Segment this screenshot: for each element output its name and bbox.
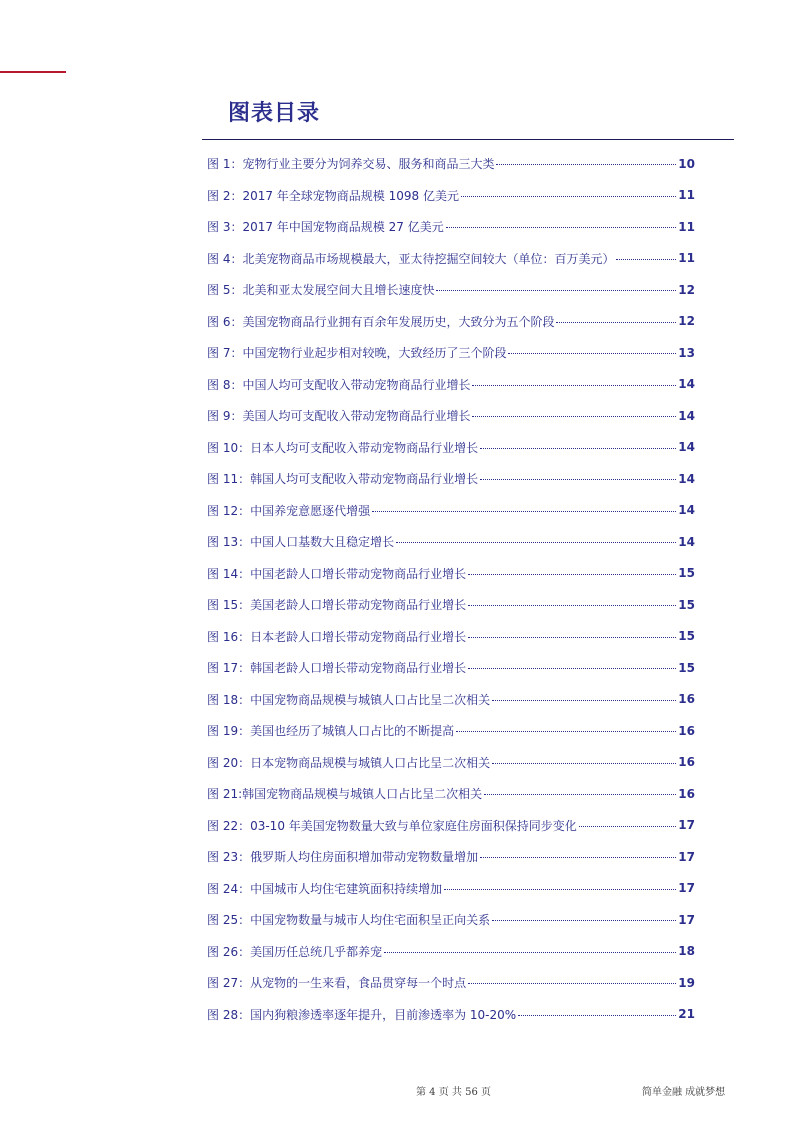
toc-entry-page: 14 (678, 534, 695, 549)
toc-entry-title: 图 12：中国养宠意愿逐代增强 (207, 503, 371, 518)
toc-entry-title: 图 27：从宠物的一生来看，食品贯穿每一个时点 (207, 976, 467, 991)
header-accent-rule (0, 71, 66, 73)
toc-entry-page: 15 (678, 566, 695, 581)
toc-entry[interactable] (207, 936, 695, 968)
toc-entry-title: 图 2：2017 年全球宠物商品规模 1098 亿美元 (207, 188, 459, 203)
dot-leader (492, 763, 676, 764)
toc-entry-title: 图 24：中国城市人均住宅建筑面积持续增加 (207, 881, 443, 896)
toc-entry-page: 15 (678, 629, 695, 644)
toc-entry-title: 图 22：03-10 年美国宠物数量大致与单位家庭住房面积保持同步变化 (207, 818, 577, 833)
dot-leader (518, 1015, 676, 1016)
figure-toc-list (207, 148, 695, 1030)
toc-entry-page: 11 (678, 219, 695, 234)
toc-entry-title: 图 11：韩国人均可支配收入带动宠物商品行业增长 (207, 472, 479, 487)
toc-entry-title: 图 7：中国宠物行业起步相对较晚，大致经历了三个阶段 (207, 346, 507, 361)
dot-leader (616, 259, 676, 260)
toc-entry-page: 14 (678, 440, 695, 455)
toc-entry-title: 图 20：日本宠物商品规模与城镇人口占比呈二次相关 (207, 755, 491, 770)
toc-entry[interactable] (207, 747, 695, 779)
dot-leader (468, 637, 676, 638)
dot-leader (480, 448, 676, 449)
toc-entry-title: 图 16：日本老龄人口增长带动宠物商品行业增长 (207, 629, 467, 644)
toc-entry-title: 图 21:韩国宠物商品规模与城镇人口占比呈二次相关 (207, 787, 483, 802)
toc-entry[interactable] (207, 211, 695, 243)
toc-entry-page: 11 (678, 188, 695, 203)
toc-entry[interactable] (207, 715, 695, 747)
toc-heading: 图表目录 (228, 101, 321, 126)
dot-leader (468, 605, 676, 606)
toc-entry[interactable] (207, 243, 695, 275)
dot-leader (468, 668, 676, 669)
dot-leader (468, 574, 676, 575)
dot-leader (484, 794, 676, 795)
dot-leader (384, 952, 676, 953)
toc-entry-page: 14 (678, 408, 695, 423)
dot-leader (480, 479, 676, 480)
dot-leader (492, 920, 676, 921)
toc-entry[interactable] (207, 873, 695, 905)
toc-entry-page: 11 (678, 251, 695, 266)
toc-entry-title: 图 3：2017 年中国宠物商品规模 27 亿美元 (207, 220, 444, 235)
toc-entry-page: 14 (678, 471, 695, 486)
toc-entry-page: 17 (678, 912, 695, 927)
heading-underline (202, 139, 734, 140)
toc-entry[interactable] (207, 558, 695, 590)
footer-page-number: 第 4 页 共 56 页 (416, 1087, 491, 1098)
toc-entry-page: 17 (678, 849, 695, 864)
toc-entry-page: 14 (678, 503, 695, 518)
dot-leader (468, 983, 676, 984)
dot-leader (372, 511, 676, 512)
toc-entry-title: 图 14：中国老龄人口增长带动宠物商品行业增长 (207, 566, 467, 581)
dot-leader (456, 731, 676, 732)
toc-entry-title: 图 17：韩国老龄人口增长带动宠物商品行业增长 (207, 661, 467, 676)
toc-entry[interactable] (207, 148, 695, 180)
toc-entry-page: 19 (678, 975, 695, 990)
toc-entry-title: 图 5：北美和亚太发展空间大且增长速度快 (207, 283, 435, 298)
dot-leader (472, 385, 676, 386)
toc-entry-page: 16 (678, 692, 695, 707)
dot-leader (446, 227, 677, 228)
toc-entry[interactable] (207, 904, 695, 936)
toc-entry[interactable] (207, 400, 695, 432)
toc-entry-page: 15 (678, 597, 695, 612)
toc-entry-title: 图 6：美国宠物商品行业拥有百余年发展历史，大致分为五个阶段 (207, 314, 555, 329)
toc-entry[interactable] (207, 526, 695, 558)
toc-entry[interactable] (207, 621, 695, 653)
toc-entry-title: 图 10：日本人均可支配收入带动宠物商品行业增长 (207, 440, 479, 455)
toc-entry-title: 图 1：宠物行业主要分为饲养交易、服务和商品三大类 (207, 157, 495, 172)
toc-entry-page: 18 (678, 944, 695, 959)
toc-entry[interactable] (207, 180, 695, 212)
toc-entry-title: 图 9：美国人均可支配收入带动宠物商品行业增长 (207, 409, 471, 424)
toc-entry[interactable] (207, 652, 695, 684)
dot-leader (579, 826, 677, 827)
toc-entry[interactable] (207, 778, 695, 810)
toc-entry[interactable] (207, 495, 695, 527)
toc-entry-title: 图 25：中国宠物数量与城市人均住宅面积呈正向关系 (207, 913, 491, 928)
dot-leader (436, 290, 676, 291)
dot-leader (556, 322, 676, 323)
toc-entry[interactable] (207, 589, 695, 621)
toc-entry-page: 10 (678, 156, 695, 171)
toc-entry-page: 12 (678, 314, 695, 329)
toc-entry-title: 图 26：美国历任总统几乎都养宠 (207, 944, 383, 959)
toc-entry[interactable] (207, 999, 695, 1031)
toc-entry-page: 16 (678, 723, 695, 738)
toc-entry-page: 16 (678, 786, 695, 801)
toc-entry[interactable] (207, 967, 695, 999)
toc-entry[interactable] (207, 306, 695, 338)
toc-entry[interactable] (207, 841, 695, 873)
toc-entry-title: 图 4：北美宠物商品市场规模最大，亚太待挖掘空间较大（单位：百万美元） (207, 251, 615, 266)
toc-entry[interactable] (207, 274, 695, 306)
dot-leader (472, 416, 676, 417)
toc-entry[interactable] (207, 810, 695, 842)
toc-entry-title: 图 28：国内狗粮渗透率逐年提升，目前渗透率为 10-20% (207, 1007, 517, 1022)
dot-leader (508, 353, 676, 354)
toc-entry-title: 图 8：中国人均可支配收入带动宠物商品行业增长 (207, 377, 471, 392)
toc-entry-page: 13 (678, 345, 695, 360)
dot-leader (480, 857, 676, 858)
toc-entry[interactable] (207, 337, 695, 369)
dot-leader (496, 164, 676, 165)
toc-entry-page: 17 (678, 818, 695, 833)
toc-entry-title: 图 15：美国老龄人口增长带动宠物商品行业增长 (207, 598, 467, 613)
dot-leader (461, 196, 676, 197)
toc-entry-page: 17 (678, 881, 695, 896)
toc-entry[interactable] (207, 432, 695, 464)
toc-entry[interactable] (207, 684, 695, 716)
toc-entry[interactable] (207, 369, 695, 401)
footer-slogan: 简单金融 成就梦想 (642, 1087, 726, 1098)
toc-entry-title: 图 23：俄罗斯人均住房面积增加带动宠物数量增加 (207, 850, 479, 865)
toc-entry-title: 图 18：中国宠物商品规模与城镇人口占比呈二次相关 (207, 692, 491, 707)
toc-entry-page: 15 (678, 660, 695, 675)
toc-entry-page: 14 (678, 377, 695, 392)
toc-entry-page: 16 (678, 755, 695, 770)
dot-leader (444, 889, 676, 890)
toc-entry-title: 图 19：美国也经历了城镇人口占比的不断提高 (207, 724, 455, 739)
toc-entry-page: 21 (678, 1007, 695, 1022)
toc-entry-title: 图 13：中国人口基数大且稳定增长 (207, 535, 395, 550)
dot-leader (492, 700, 676, 701)
toc-entry[interactable] (207, 463, 695, 495)
dot-leader (396, 542, 676, 543)
toc-entry-page: 12 (678, 282, 695, 297)
